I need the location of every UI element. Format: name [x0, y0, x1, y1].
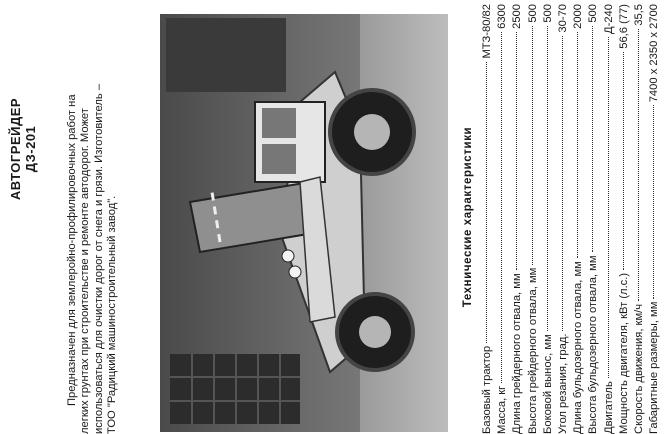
dot-leader: [638, 29, 639, 301]
motor-grader-photo: [160, 14, 448, 432]
spec-value: 7400 х 2350 х 2700: [648, 4, 661, 103]
description-line: ТОО "Радицкий машиностроительный завод".: [106, 195, 119, 434]
spec-value: 30-70: [556, 4, 569, 33]
dot-leader: [486, 62, 487, 343]
spec-name: Боковой вынос, мм: [541, 334, 554, 434]
spec-value: 500: [526, 4, 539, 23]
spec-value: 6300: [496, 4, 509, 29]
description-line: легких грунтах при строительстве и ремонте автодорог. Может: [79, 108, 92, 434]
spec-value: Д-240: [602, 4, 615, 34]
dot-leader: [532, 26, 533, 265]
spec-row: [647, 4, 662, 434]
spec-name: Двигатель: [602, 381, 615, 434]
dot-leader: [592, 26, 593, 253]
spec-name: Базовый трактор: [481, 345, 493, 434]
spec-row: [602, 4, 617, 434]
spec-row: [556, 4, 571, 434]
spec-name: Длина бульдозерного отвала, мм: [572, 261, 585, 434]
page-title: АВТОГРЕЙДЕР: [8, 97, 23, 201]
dot-leader: [516, 32, 517, 270]
dot-leader: [653, 105, 654, 298]
spec-row: [526, 4, 541, 434]
spec-row: [510, 4, 525, 434]
spec-value: 500: [587, 4, 600, 23]
description-paragraph: [66, 14, 120, 434]
spec-name: Масса, кг: [496, 385, 509, 434]
photo-illustration: [160, 14, 448, 432]
spec-value: 2000: [572, 4, 585, 29]
spec-name: Скорость движения, км/ч: [632, 303, 645, 434]
spec-name: Мощность двигателя, кВт (л.с.): [617, 272, 630, 434]
dot-leader: [623, 52, 624, 270]
spec-name: Высота бульдозерного отвала, мм: [587, 255, 600, 434]
dot-leader: [547, 26, 548, 332]
title-block: [8, 14, 38, 284]
spec-row: [541, 4, 556, 434]
spec-value: МТЗ-80/82: [481, 4, 493, 59]
dot-leader: [562, 36, 563, 331]
dot-leader: [577, 32, 578, 258]
description-line: использоваться для очистки дорог от снега и грязи. Изготовитель –: [92, 83, 105, 434]
dot-leader: [501, 32, 502, 383]
spec-name: Габаритные размеры, мм: [648, 301, 661, 434]
specs-heading: Технические характеристики: [462, 126, 474, 308]
spec-value: 2500: [511, 4, 524, 29]
dot-leader: [608, 37, 609, 378]
spec-row: [586, 4, 601, 434]
spec-row: [617, 4, 632, 434]
specs-table: [480, 4, 662, 434]
spec-value: 35,5: [632, 4, 645, 26]
spec-name: Угол резания, град.: [556, 333, 569, 434]
spec-name: Длина грейдерного отвала, мм: [511, 273, 524, 434]
spec-name: Высота грейдерного отвала, мм: [526, 267, 539, 434]
model-code: ДЗ-201: [23, 125, 38, 173]
description-line: Предназначен для землеройно-профилировочных работ на: [66, 94, 78, 406]
spec-row: [495, 4, 510, 434]
spec-value: 56,6 (77): [617, 4, 630, 49]
spec-row: [571, 4, 586, 434]
spec-row: [480, 4, 495, 434]
spec-row: [632, 4, 647, 434]
spec-value: 500: [541, 4, 554, 23]
